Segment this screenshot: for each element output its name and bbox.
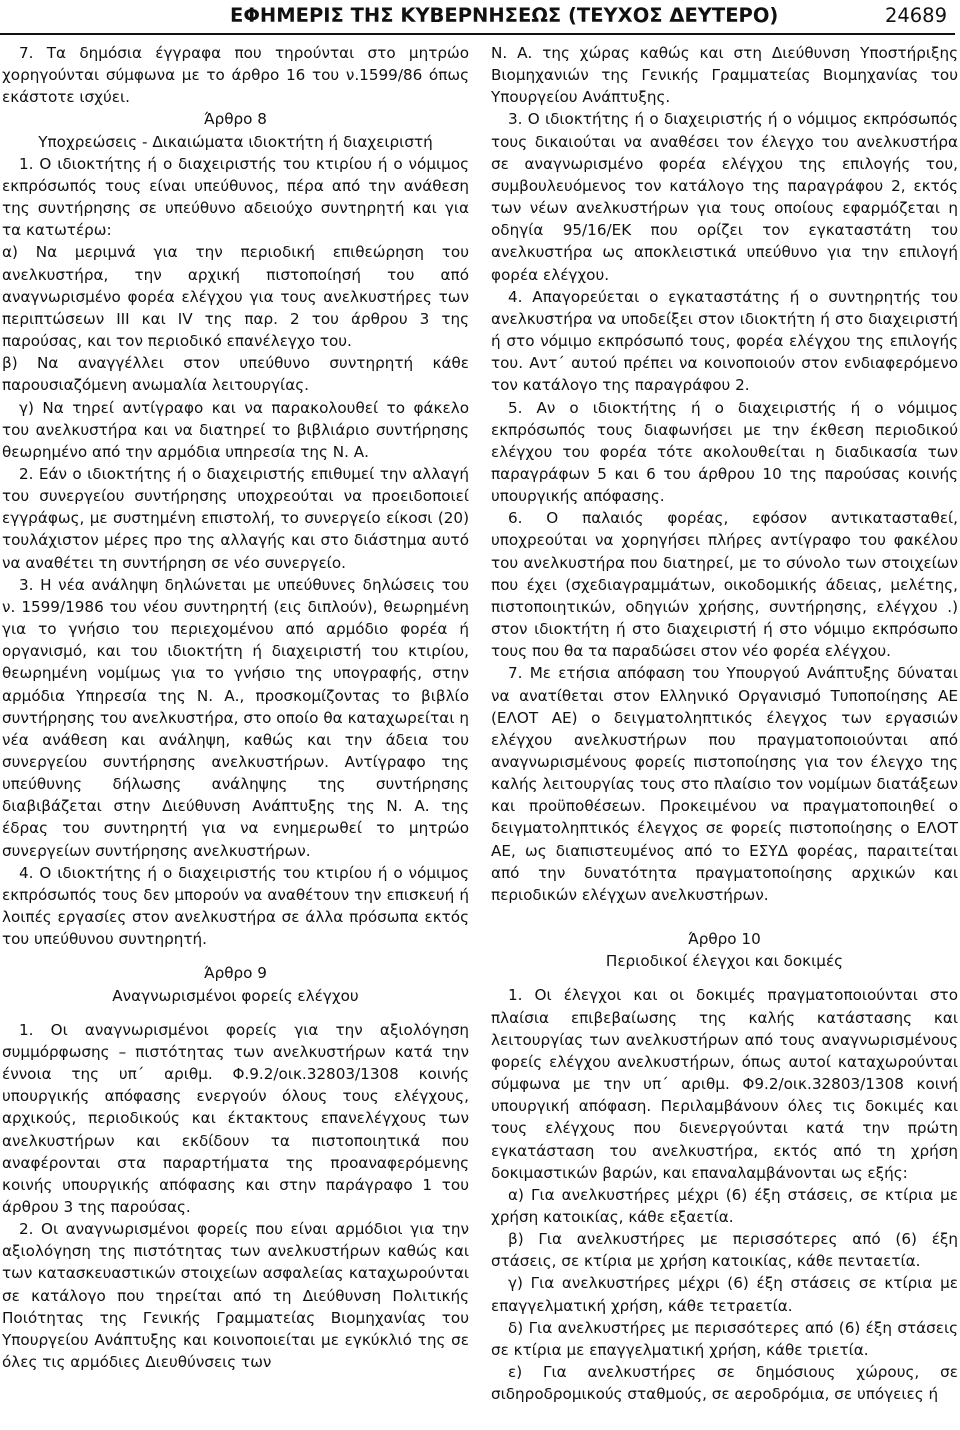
header-rule [0, 33, 955, 35]
paragraph: γ) Να τηρεί αντίγραφο και να παρακολουθεί το φάκελο του ανελκυστήρα και να διατηρεί το βιβλιάριο συντήρησης θεωρημένο από την αρμόδια υπηρεσία της Ν. Α. [2, 398, 469, 461]
paragraph: 3. Η νέα ανάληψη δηλώνεται με υπεύθυνες δηλώσεις του ν. 1599/1986 του νέου συντηρητή (εις διπλούν), θεωρημένη για το γνήσιο του περιεχομένου από αρμόδιο φορέα ή οργανισμό, και του ιδιοκτήτη ή διαχειριστή του κτιρίου, θεωρημένη νομίμως για το γνήσιο της υπογραφής, στην αρμόδια Υπηρεσία της Ν. Α., προσκομίζοντας το βιβλίο συντήρησης του ανελκυστήρα, στο οποίο θα καταχωρείται η νέα ανάθεση και ανάληψη, καθώς και την άδεια του συνεργείου συντήρησης ανελκυστήρων. Αντίγραφο της υπεύθυνης δήλωσης ανάληψης της συντήρησης διαβιβάζεται στην Διεύθυνση Ανάπτυξης της Ν. Α. της έδρας του συντηρητή για να ενημερωθεί το μητρώο συνεργείων συντήρησης ανελκυστήρων. [2, 575, 469, 860]
paragraph: 1. Ο ιδιοκτήτης ή ο διαχειριστής του κτιρίου ή ο νόμιμος εκπρόσωπός τους είναι υπεύθυνος, πέρα από την ανάθεση της συντήρησης σε υπεύθυνο αδειούχο συντηρητή και για τα κατωτέρω: [2, 154, 469, 240]
page-header [0, 4, 955, 30]
article-heading: Άρθρο 10 [688, 930, 761, 949]
article-title: Περιοδικοί έλεγχοι και δοκιμές [605, 952, 844, 971]
paragraph: 1. Οι αναγνωρισμένοι φορείς για την αξιολόγηση συμμόρφωσης – πιστότητας των ανελκυστήρων κατά την έννοια της υπ΄ αριθμ. Φ.9.2/οικ.32803/1308 κοινής υπουργικής απόφασης ενεργούν όλους τους ελέγχους, αρχικούς, περιοδικούς και έκτακτους επανελέγχους των ανελκυστήρων και εκδίδουν τα πιστοποιητικά που αναφέρονται στα παραρτήματα της προαναφερόμενης κοινής υπουργικής απόφασης και στην παράγραφο 1 του άρθρου 3 της παρούσας. [2, 1020, 469, 1216]
paragraph: γ) Για ανελκυστήρες μέχρι (6) έξη στάσεις σε κτίρια με επαγγελματική χρήση, κάθε τετραετία. [491, 1274, 958, 1315]
paragraph: β) Για ανελκυστήρες με περισσότερες από (6) έξη στάσεις, σε κτίρια με χρήση κατοικίας, κάθε πενταετία. [491, 1230, 958, 1271]
page-number: 24689 [884, 4, 947, 27]
paragraph: 6. Ο παλαιός φορέας, εφόσον αντικατασταθεί, υποχρεούται να χορηγήσει πλήρες αντίγραφο του φακέλου του ανελκυστήρα που διατηρεί, με το σύνολο των στοιχείων που έχει (σχεδιαγραμμάτων, οικοδομικής άδειας, μελέτης, πιστοποιητικών, οδηγιών χρήσης, συντήρησης, ελέγχου .) στον ιδιοκτήτη ή στο διαχειριστή ή στο νόμιμο εκπρόσωπο τους που θα τα παραδώσει στον νέο φορέα ελέγχου. [491, 509, 958, 661]
right-column [491, 42, 958, 1405]
article-heading: Άρθρο 9 [204, 964, 267, 983]
paragraph: β) Να αναγγέλλει στον υπεύθυνο συντηρητή κάθε παρουσιαζόμενη ανωμαλία λειτουργίας. [2, 354, 469, 395]
paragraph: ε) Για ανελκυστήρες σε δημόσιους χώρους, σε σιδηροδρομικούς σταθμούς, σε αεροδρόμια, σε υπόγειες ή [491, 1363, 958, 1404]
left-column [2, 42, 469, 1373]
paragraph: 4. Ο ιδιοκτήτης ή ο διαχειριστής του κτιρίου ή ο νόμιμος εκπρόσωπός τους δεν μπορούν να αναθέτουν την επισκευή ή λοιπές εργασίες στον ανελκυστήρα σε άλλα πρόσωπα εκτός του υπεύθυνου συντηρητή. [2, 863, 469, 949]
paragraph: 5. Αν ο ιδιοκτήτης ή ο διαχειριστής ή ο νόμιμος εκπρόσωπός τους διαφωνήσει με την έκθεση περιοδικού ελέγχου του φορέα τότε ακολουθείται η διαδικασία των παραγράφων 5 και 6 του άρθρου 10 της παρούσας κοινής υπουργικής απόφασης. [491, 398, 958, 506]
paragraph: Ν. Α. της χώρας καθώς και στη Διεύθυνση Υποστήριξης Βιομηχανιών της Γενικής Γραμματείας Βιομηχανίας του Υπουργείου Ανάπτυξης. [491, 44, 958, 107]
paragraph: 2. Οι αναγνωρισμένοι φορείς που είναι αρμόδιοι για την αξιολόγηση της πιστότητας των ανελκυστήρων καθώς και των κατασκευαστικών στοιχείων ασφαλείας καταχωρούνται σε κατάλογο που τηρείται από τη Διεύθυνση Πολιτικής Ποιότητας της Γενικής Γραμματείας Βιομηχανίας του Υπουργείου Ανάπτυξης και κοινοποιείται με εγκύκλιό της σε όλες τις αρμόδιες Διευθύνσεις των [2, 1220, 469, 1372]
paragraph: α) Για ανελκυστήρες μέχρι (6) έξη στάσεις, σε κτίρια με χρήση κατοικίας, κάθε εξαετία. [491, 1185, 958, 1226]
article-heading: Άρθρο 8 [204, 110, 267, 129]
paragraph: 1. Οι έλεγχοι και οι δοκιμές πραγματοποιούνται στο πλαίσια επιβεβαίωσης της καλής κατάστασης και λειτουργίας των ανελκυστήρων από τους αναγνωρισμένους φορείς ελέγχου ανελκυστήρων, όπως αυτοί καταχωρούνται σύμφωνα με την υπ΄ αριθμ. Φ9.2/οικ.32803/1308 κοινή υπουργική απόφαση. Περιλαμβάνουν όλες τις δοκιμές και τους ελέγχους που διενεργούνται κατά την πρώτη εγκατάσταση του ανελκυστήρα, εκτός από τη χρήση δοκιμαστικών βαρών, και επαναλαμβάνονται ως εξής: [491, 986, 958, 1182]
paragraph: 7. Με ετήσια απόφαση του Υπουργού Ανάπτυξης δύναται να ανατίθεται στον Ελληνικό Οργανισμό Τυποποίησης ΑΕ (ΕΛΟΤ ΑΕ) ο δειγματοληπτικός έλεγχος των εργασιών ελέγχου ανελκυστήρων που πραγματοποιούνται από αναγνωρισμένους φορείς πιστοποίησης για τον έλεγχο της καλής λειτουργίας τους στο πλαίσιο τον νομίμων διατάξεων και προϋποθέσεων. Προκειμένου να πραγματοποιηθεί ο δειγματοληπτικός έλεγχος σε φορείς πιστοποίησης ο ΕΛΟΤ ΑΕ, ως διαπιστευμένος από το ΕΣΥΔ φορέας, παραιτείται από την δυνατότητα πραγματοποίησης αρχικών και περιοδικών ελέγχων ανελκυστήρων. [491, 664, 958, 904]
paragraph: α) Να μεριμνά για την περιοδική επιθεώρηση του ανελκυστήρα, την αρχική πιστοποίησή του από αναγνωρισμένο φορέα ελέγχου για τους ανελκυστήρες των περιπτώσεων ΙΙΙ και ΙV της παρ. 2 του άρθρου 3 της παρούσας, και τον περιοδικό επανέλεγχο του. [2, 243, 469, 351]
article-title: Υποχρεώσεις - Δικαιώματα ιδιοκτήτη ή διαχειριστή [38, 132, 433, 151]
paragraph: δ) Για ανελκυστήρες με περισσότερες από (6) έξη στάσεις σε κτίρια με επαγγελματική χρήση, κάθε τριετία. [491, 1318, 958, 1359]
paragraph: 7. Τα δημόσια έγγραφα που τηρούνται στο μητρώο χορηγούνται σύμφωνα με το άρθρο 16 του ν.1599/86 όπως εκάστοτε ισχύει. [2, 44, 469, 107]
article-title: Αναγνωρισμένοι φορείς ελέγχου [112, 986, 359, 1005]
paragraph: 4. Απαγορεύεται ο εγκαταστάτης ή ο συντηρητής του ανελκυστήρα να υποδείξει στον ιδιοκτήτη ή στο διαχειριστή ή στο νόμιμο εκπρόσωπό τους, φορέα ελέγχου της επιλογής του. Αντ΄ αυτού πρέπει να κοινοποιούν στον ενδιαφερόμενο τον κατάλογο της παραγράφου 2. [491, 287, 958, 395]
gazette-title: ΕΦΗΜΕΡΙΣ ΤΗΣ ΚΥΒΕΡΝΗΣΕΩΣ (ΤΕΥΧΟΣ ΔΕΥΤΕΡΟ) [230, 4, 779, 27]
paragraph: 2. Εάν ο ιδιοκτήτης ή ο διαχειριστής επιθυμεί την αλλαγή του συνεργείου συντήρησης υποχρεούται να προειδοποιεί εγγράφως, με συστημένη επιστολή, το συνεργείο είκοσι (20) τουλάχιστον μέρες προ της αλλαγής και στο διάστημα αυτό να αναθέτει τη συντήρηση σε νέο συνεργείο. [2, 464, 469, 572]
paragraph: 3. Ο ιδιοκτήτης ή ο διαχειριστής ή ο νόμιμος εκπρόσωπός τους δικαιούται να αναθέσει τον έλεγχο του ανελκυστήρα σε αναγνωρισμένο φορέα ελέγχου της επιλογής του, συμβουλευόμενος τον κατάλογο της παραγράφου 2, εκτός των νέων ανελκυστήρων για τους οποίους εφαρμόζεται η οδηγία 95/16/ΕΚ που ορίζει τον εγκαταστάτη του ανελκυστήρα ως αποκλειστικά υπεύθυνο για την επιλογή φορέα ελέγχου. [491, 110, 958, 284]
